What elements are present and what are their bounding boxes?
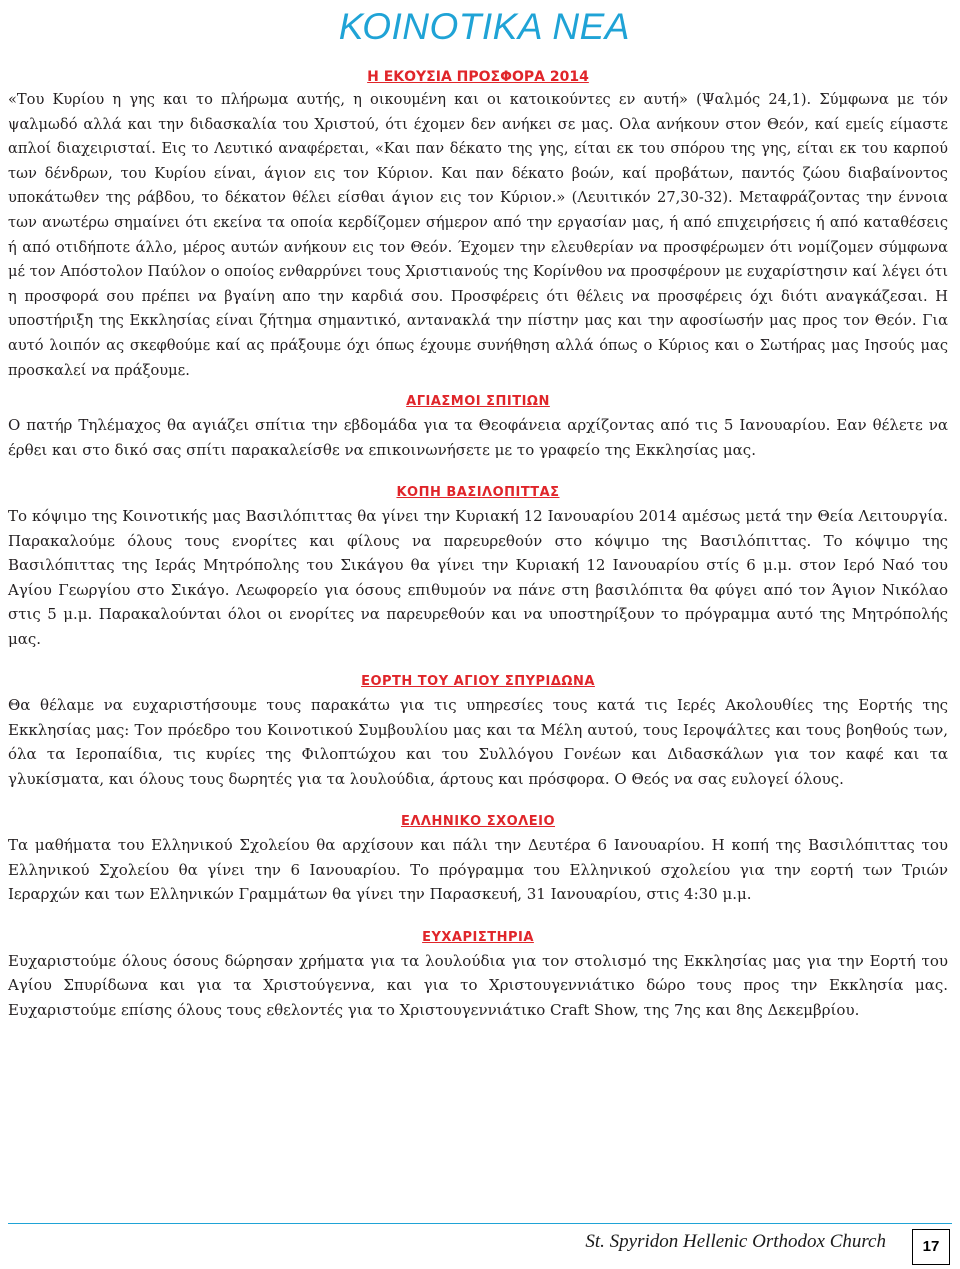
section-body: Ο πατήρ Τηλέμαχος θα αγιάζει σπίτια την εβδομάδα για τα Θεοφάνεια αρχίζοντας από τις 5 Ιανουαρίου. Εαν θέλετε να έρθει και στο δικό σας σπίτι παρακαλείσθε να επικοινωνήσετε με το γραφείο της Εκκλησίας μας. xyxy=(8,416,948,459)
section-heading: Η ΕΚΟΥΣΙΑ ΠΡΟΣΦΟΡΑ 2014 xyxy=(367,69,589,85)
section-body: «Του Κυρίου η γης και το πλήρωμα αυτής, η οικουμένη και οι κατοικούντες εν αυτή» (Ψαλμός 24,1). Σύμφωνα με τόν ψαλμωδό αλλά και την διδασκαλία του Χριστού, ότι έχομεν δεν ανήκει σε μας. Ολα ανήκουν στον Θεόν, καί εμείς είμαστε απλοί διαχειρισταί. Εις το Λευτικό αναφέρεται, «Και παν δέκατο της γης, είται εκ του σπόρου της γης, είται εκ του καρπού των δένδρων, του Κυρίου είναι, άγιον εις τον Κύριον. Και παν δέκατο βοών, καί προβάτων, παντός ζώου διαβαίνοντος υποκάτωθεν της ράβδου, το δέκατον θέλει είσθαι άγιον εις τον Κύριον.» (Λευιτικόν 27,30-32). Μεταφράζοντας την έννοια των ανωτέρω σημαίνει ότι εκείνα τα οποία κερδίζομεν σήμερον από την εργασίαν μας, ή από επιχειρήσεις ή από καταθέσεις ή από οτιδήποτε άλλο, μέρος αυτών ανήκουν εις τον Θεόν. Έχομεν την ελευθερίαν να προσφέρωμεν ότι νομίζομεν σύμφωνα μέ τον Απόστολον Παύλον ο οποίος ενθαρρύνει τους Χριστιανούς της Κορίνθου να προσφέρουν με ευχαρίστησιν καί λέγει ότι η προσφορά σου πρέπει να βγαίνη απο την καρδιά σου. Προσφέρεις ότι θέλεις να προσφέρεις όχι διότι αναγκάζεσαι. Η υποστήριξη της Εκκλησίας είναι ζήτημα σημαντικό, αντανακλά την πίστην μας και την αφοσίωσήν μας προς τον Θεόν. Για αυτό λοιπόν ας σκεφθούμε καί ας πράξουμε όχι όπως έχουμε συνήθηση αλλά όπως ο Κύριος και ο Σωτήρας μας Ιησούς μας προσκαλεί να πράξουμε. xyxy=(8,91,948,379)
section-body: Το κόψιμο της Κοινοτικής μας Βασιλόπιττας θα γίνει την Κυριακή 12 Ιανουαρίου 2014 αμέσως μετά την Θεία Λειτουργία. Παρακαλούμε όλους τους ενορίτες και φίλους να παρευρεθούν στο κόψιμο της Βασιλόπιττας. Το κόψιμο της Βασιλόπιττας της Ιεράς Μητρόπολης του Σικάγου θα γίνει την Κυριακή 12 Ιανουαρίου στίς 6 μ.μ. στον Ιερό Ναό του Αγίου Γεωργίου στο Σικάγο. Λεωφορείο για όσους επιθυμούν να πάνε στη βασιλόπιτα θα φύγει από τον Άγιον Νικόλαο στις 5 μ.μ. Παρακαλούνται όλοι οι ενορίτες να παρευρεθούν και να υποστηρίξουν το πρόγραμμα αυτό της Μητρόπολής μας. xyxy=(8,507,948,648)
section-vasilopitta xyxy=(8,484,948,651)
section-body: Τα μαθήματα του Ελληνικού Σχολείου θα αρχίσουν και πάλι την Δευτέρα 6 Ιανουαρίου. Η κοπή της Βασιλόπιττας του Ελληνικού Σχολείου θα γίνει την 6 Ιανουαρίου. Το πρόγραμμα του Ελληνικού σχολείου για την εορτή των Τριών Ιεραρχών και των Ελληνικών Γραμμάτων θα γίνει την Παρασκευή, 31 Ιανουαρίου, στις 4:30 μ.μ. xyxy=(8,836,948,904)
section-heading: ΕΟΡΤΗ ΤΟΥ ΑΓΙΟΥ ΣΠΥΡΙΔΩΝΑ xyxy=(361,674,595,690)
section-thanks xyxy=(8,929,948,1023)
page-title: ΚΟΙΝΟΤΙΚΑ ΝΕΑ xyxy=(338,6,630,47)
section-offering xyxy=(8,68,948,383)
section-body: Ευχαριστούμε όλους όσους δώρησαν χρήματα για τα λουλούδια για τον στολισμό της Εκκλησίας μας για την Εορτή του Αγίου Σπυρίδωνα και για τα Χριστούγεννα, και για το Χριστουγεννιάτικο δώρο τους προς την Εκκλησία μας. Ευχαριστούμε επίσης όλους τους εθελοντές για το Χριστουγεννιάτικο Craft Show, της 7ης και 8ης Δεκεμβρίου. xyxy=(8,951,948,1019)
page-footer xyxy=(0,1223,960,1269)
section-heading: ΕΛΛΗΝΙΚΟ ΣΧΟΛΕΙΟ xyxy=(400,814,556,830)
section-house-blessings xyxy=(8,393,948,462)
page-number: 17 xyxy=(912,1229,950,1265)
footer-church-name: St. Spyridon Hellenic Orthodox Church xyxy=(585,1231,886,1252)
section-heading: ΚΟΠΗ ΒΑΣΙΛΟΠΙΤΤΑΣ xyxy=(396,485,560,501)
newsletter-content xyxy=(8,68,948,1022)
section-body: Θα θέλαμε να ευχαριστήσουμε τους παρακάτω για τις υπηρεσίες τους κατά τις Ιερές Ακολουθίες της Εορτής της Εκκλησίας μας: Τον πρόεδρο του Κοινοτικού Συμβουλίου μας και τα Μέλη αυτού, τους Ιεροψάλτες και τους βοηθούς των, όλα τα Ιεροπαίδια, τις κυρίες της Φιλοπτώχου και του Συλλόγου Γονέων και Διδασκάλων για τον καφέ και τα γλυκίσματα, και όλους τους δωρητές για τα λουλούδια, άρτους και πρόσφορα. Ο Θεός να σας ευλογεί όλους. xyxy=(8,696,948,788)
section-heading: ΑΓΙΑΣΜΟΙ ΣΠΙΤΙΩΝ xyxy=(406,394,550,410)
section-greek-school xyxy=(8,813,948,907)
footer-divider xyxy=(8,1223,952,1224)
section-heading: ΕΥΧΑΡΙΣΤΗΡΙΑ xyxy=(422,929,534,945)
section-feast-st-spyridon xyxy=(8,673,948,791)
